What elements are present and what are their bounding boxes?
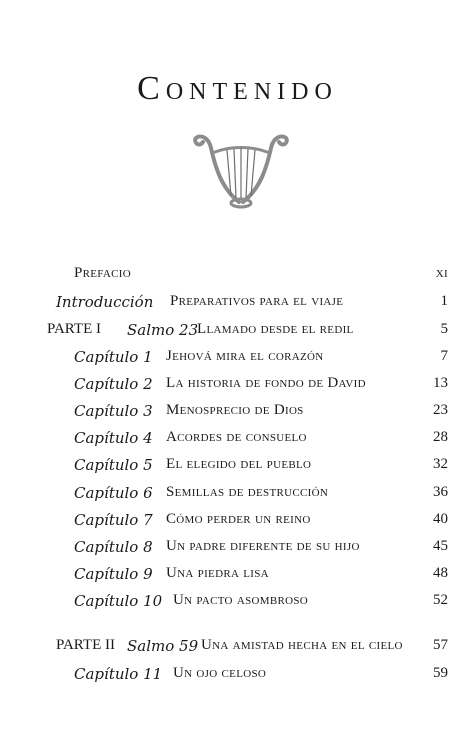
entry-page: 57 xyxy=(433,637,448,653)
toc-row-capitulo-9[interactable] xyxy=(0,565,475,587)
entry-label: Capítulo 4 xyxy=(74,429,153,447)
entry-label: Capítulo 11 xyxy=(74,665,163,683)
entry-label: Capítulo 10 xyxy=(74,592,163,610)
toc-row-capitulo-2[interactable] xyxy=(0,375,475,397)
part-label: PARTE I xyxy=(47,321,101,337)
psalm-label: Salmo 23 xyxy=(127,321,199,339)
entry-page: 52 xyxy=(433,592,448,608)
toc-row-capitulo-7[interactable] xyxy=(0,511,475,533)
toc-row-prefacio[interactable] xyxy=(0,265,475,287)
entry-label: Capítulo 1 xyxy=(74,348,153,366)
entry-title: Menosprecio de Dios xyxy=(166,402,304,418)
entry-label: Introducción xyxy=(56,293,154,311)
entry-title: Preparativos para el viaje xyxy=(170,293,344,309)
page-title: Contenido xyxy=(137,70,338,107)
entry-page: 28 xyxy=(433,429,448,445)
entry-label: Capítulo 5 xyxy=(74,456,153,474)
entry-title: Jehová mira el corazón xyxy=(166,348,324,364)
entry-title: Acordes de consuelo xyxy=(166,429,307,445)
entry-title: Un pacto asombroso xyxy=(173,592,308,608)
entry-title: Semillas de destrucción xyxy=(166,484,329,500)
entry-page: 36 xyxy=(433,484,448,500)
entry-page: 13 xyxy=(433,375,448,391)
toc-row-capitulo-5[interactable] xyxy=(0,456,475,478)
toc-row-capitulo-1[interactable] xyxy=(0,348,475,370)
entry-page: 5 xyxy=(440,321,448,337)
entry-label: Capítulo 3 xyxy=(74,402,153,420)
entry-label: Capítulo 2 xyxy=(74,375,153,393)
entry-title: Un ojo celoso xyxy=(173,665,267,681)
entry-title: Un padre diferente de su hijo xyxy=(166,538,360,554)
entry-title: Prefacio xyxy=(74,265,131,281)
entry-page: 23 xyxy=(433,402,448,418)
toc-row-parte-2[interactable] xyxy=(0,637,475,659)
entry-title: El elegido del pueblo xyxy=(166,456,312,472)
entry-page: 7 xyxy=(440,348,448,364)
entry-title: La historia de fondo de David xyxy=(166,375,366,391)
entry-page: 40 xyxy=(433,511,448,527)
entry-page: 59 xyxy=(433,665,448,681)
entry-label: Capítulo 7 xyxy=(74,511,153,529)
entry-page: xi xyxy=(435,265,448,281)
entry-title: Cómo perder un reino xyxy=(166,511,311,527)
toc-row-parte-1[interactable] xyxy=(0,321,475,343)
toc-row-capitulo-8[interactable] xyxy=(0,538,475,560)
entry-page: 32 xyxy=(433,456,448,472)
toc-row-capitulo-3[interactable] xyxy=(0,402,475,424)
part-label: PARTE II xyxy=(56,637,115,653)
entry-title: Una piedra lisa xyxy=(166,565,269,581)
entry-label: Capítulo 8 xyxy=(74,538,153,556)
entry-label: Capítulo 6 xyxy=(74,484,153,502)
toc-row-capitulo-11[interactable] xyxy=(0,665,475,687)
toc-row-capitulo-4[interactable] xyxy=(0,429,475,451)
entry-title: Llamado desde el redil xyxy=(197,321,354,337)
toc-row-capitulo-10[interactable] xyxy=(0,592,475,614)
entry-label: Capítulo 9 xyxy=(74,565,153,583)
entry-page: 45 xyxy=(433,538,448,554)
toc-row-capitulo-6[interactable] xyxy=(0,484,475,506)
psalm-label: Salmo 59 xyxy=(127,637,199,655)
entry-page: 48 xyxy=(433,565,448,581)
entry-title: Una amistad hecha en el cielo xyxy=(201,637,403,653)
toc-row-introduccion[interactable] xyxy=(0,293,475,315)
entry-page: 1 xyxy=(440,293,448,309)
